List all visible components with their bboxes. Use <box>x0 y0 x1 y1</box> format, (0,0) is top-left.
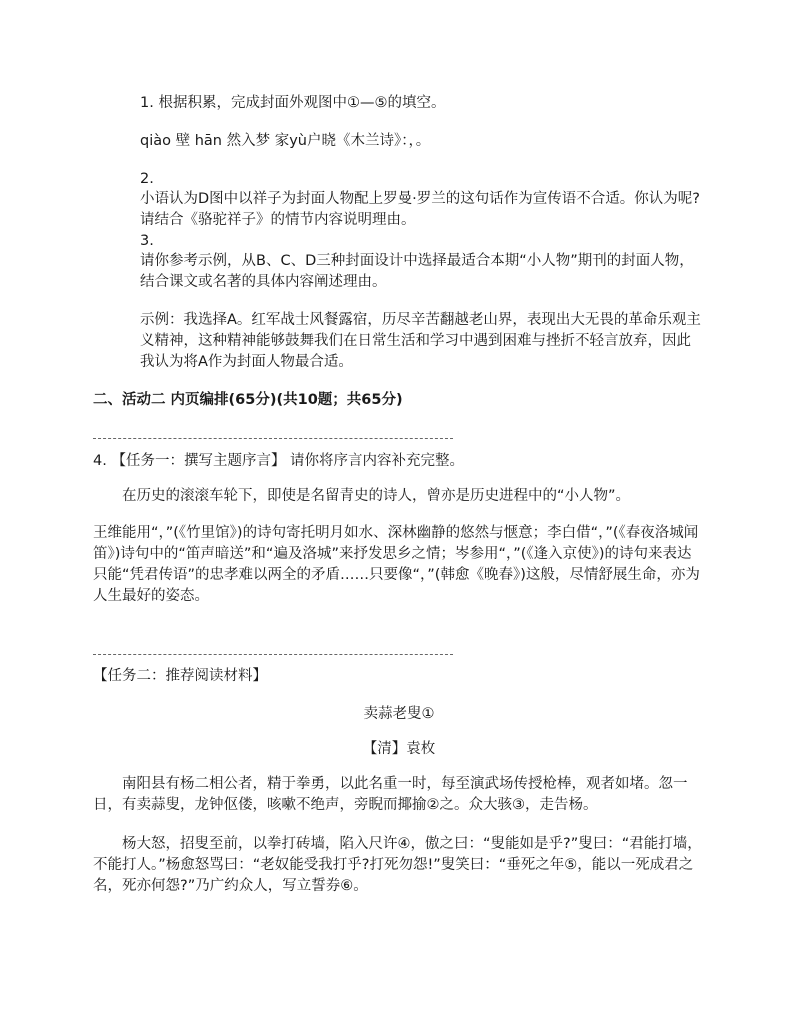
article-paragraph-2: 杨大怒，招叟至前，以拳打砖墙，陷入尺许④，傲之曰：“叟能如是乎?”叟曰：“君能打墙，不能打人。”杨愈怒骂曰：“老奴能受我打乎?打死勿怨!”叟笑曰：“垂死之年⑤，能以一死成君之名，死亦何怨?”乃广约众人，写立誓券⑥。 <box>93 836 702 894</box>
question-2-number: 2. <box>140 171 154 187</box>
divider <box>93 438 453 439</box>
task-2-heading: 【任务二：推荐阅读材料】 <box>93 668 267 684</box>
question-4-title: 4. 【任务一：撰写主题序言】 请你将序言内容补充完整。 <box>93 453 465 469</box>
article-author: 【清】袁枚 <box>362 741 436 757</box>
question-1: 1. 根据积累，完成封面外观图中①—⑤的填空。 <box>140 95 446 111</box>
question-3-number: 3. <box>140 233 154 249</box>
question-4-intro: 在历史的滚滚车轮下，即使是名留青史的诗人，曾亦是历史进程中的“小人物”。 <box>122 488 631 504</box>
example-answer: 示例：我选择A。红军战士风餐露宿，历尽辛苦翻越老山界，表现出大无畏的革命乐观主义精神，这种精神能够鼓舞我们在日常生活和学习中遇到困难与挫折不轻言放弃，因此我认为将A作为封面人物最合适。 <box>140 312 701 370</box>
question-2-text: 小语认为D图中以祥子为封面人物配上罗曼·罗兰的这句话作为宣传语不合适。你认为呢?请结合《骆驼祥子》的情节内容说明理由。 <box>140 191 700 228</box>
section-2-heading: 二、活动二 内页编排(65分)(共10题；共65分) <box>93 392 403 408</box>
question-3-text: 请你参考示例，从B、C、D三种封面设计中选择最适合本期“小人物”期刊的封面人物，结合课文或名著的具体内容阐述理由。 <box>140 253 694 290</box>
divider <box>93 654 453 655</box>
article-title: 卖蒜老叟① <box>363 706 435 722</box>
article-paragraph-1: 南阳县有杨二相公者，精于拳勇，以此名重一时，每至演武场传授枪棒，观者如堵。忽一日，有卖蒜叟，龙钟伛偻，咳嗽不绝声，旁睨而揶揄②之。众大骇③，走告杨。 <box>93 776 688 813</box>
question-1-fill: qiào 壁 hān 然入梦 家yù户晓《木兰诗》：，。 <box>140 133 431 149</box>
question-4-body: 王维能用“，”(《竹里馆》)的诗句寄托明月如水、深林幽静的悠然与惬意；李白借“，”(《春夜洛城闻笛》)诗句中的“笛声暗送”和“遍及洛城”来抒发思乡之情；岑参用“，”(《逢入京使》)的诗句来表达只能“凭君传语”的忠孝难以两全的矛盾……只要像“，”(韩愈《晚春》)这般，尽情舒展生命，亦为人生最好的姿态。 <box>93 525 700 604</box>
